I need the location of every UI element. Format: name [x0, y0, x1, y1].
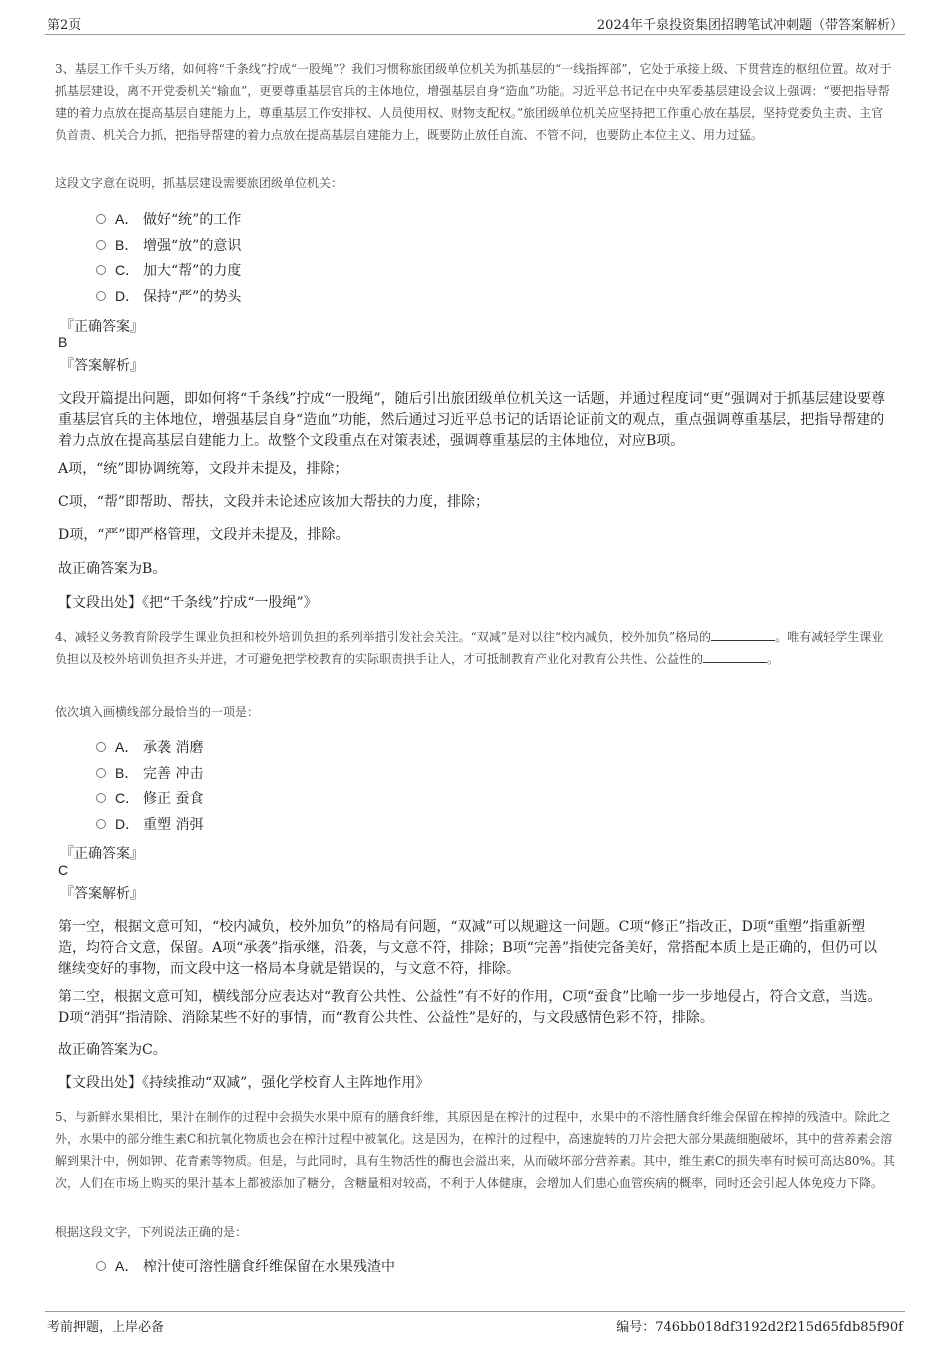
radio-icon[interactable]: [96, 819, 106, 829]
radio-icon[interactable]: [96, 742, 106, 752]
option-letter: A．: [115, 739, 139, 755]
q3-analysis-c: C项，“帮”即帮助、帮扶，文段并未论述应该加大帮扶的力度，排除；: [58, 494, 490, 510]
radio-icon[interactable]: [96, 1261, 106, 1271]
q4-analysis-second-blank: 第二空，根据文意可知，横线部分应表达对“教育公共性、公益性”有不好的作用，C项“蚕食”比喻一步一步地侵占，符合文意，当选。D项“消弭”指清除、消除某些不好的事情，而“教育公共性、公益性”是好的，与文段感情色彩不符，排除。: [58, 989, 882, 1026]
q4-stem-part2: 。唯有减轻学生课业负担以及校外培训负担齐头并进，才可避免把学校教育的实际职责拱手让人，才可抵制教育产业化对教育公共性、公益性的: [55, 630, 884, 666]
q4-stem: [55, 626, 895, 670]
option-text: 修正 蚕食: [143, 791, 204, 807]
radio-icon[interactable]: [96, 240, 106, 250]
option-letter: D．: [115, 816, 140, 832]
option-text: 增强“放”的意识: [143, 238, 242, 254]
page-header: [45, 12, 905, 35]
page-number: 第2页: [47, 18, 82, 33]
footer-slogan: 考前押题，上岸必备: [47, 1320, 165, 1335]
option-letter: C．: [115, 790, 140, 806]
q4-option-c[interactable]: [96, 787, 203, 809]
answer-label: 『正确答案』: [60, 846, 144, 862]
q4-option-b[interactable]: [96, 762, 203, 784]
q3-option-a[interactable]: [96, 208, 241, 230]
document-id: 编号：746bb018df3192d2f215d65fdb85f90f: [616, 1320, 903, 1335]
q4-option-a[interactable]: [96, 736, 203, 758]
q4-answer: C: [58, 862, 69, 878]
option-text: 保持“严”的势头: [143, 289, 242, 305]
q3-option-d[interactable]: [96, 285, 241, 307]
option-letter: A．: [115, 1258, 139, 1274]
radio-icon[interactable]: [96, 793, 106, 803]
answer-label: 『正确答案』: [60, 319, 144, 335]
analysis-label: 『答案解析』: [60, 886, 144, 902]
document-title: 2024年千泉投资集团招聘笔试冲刺题（带答案解析）: [596, 18, 903, 33]
option-text: 加大“帮”的力度: [143, 263, 242, 279]
option-letter: D．: [115, 288, 140, 304]
option-text: 完善 冲击: [143, 766, 204, 782]
q3-analysis-d: D项，“严”即严格管理，文段并未提及，排除。: [58, 527, 350, 543]
radio-icon[interactable]: [96, 768, 106, 778]
radio-icon[interactable]: [96, 265, 106, 275]
option-text: 榨汁使可溶性膳食纤维保留在水果残渣中: [143, 1259, 395, 1275]
q5-stem: 5、与新鲜水果相比，果汁在制作的过程中会损失水果中原有的膳食纤维，其原因是在榨汁的过程中，水果中的不溶性膳食纤维会保留在榨掉的残渣中。除此之外，水果中的部分维生素C和抗氧化物质也会在榨汁过程中被氧化。这是因为，在榨汁的过程中，高速旋转的刀片会把大部分果蔬细胞破坏，其中的营养素会溶解到果汁中，例如钾、花青素等物质。但是，与此同时，具有生物活性的酶也会溢出来，从而破坏部分营养素。其中，维生素C的损失率有时候可高达80%。其次，人们在市场上购买的果汁基本上都被添加了糖分，含糖量相对较高，不利于人体健康，会增加人们患心血管疾病的概率，同时还会引起人体免疫力下降。: [55, 1110, 895, 1190]
q3-conclusion: 故正确答案为B。: [58, 561, 167, 577]
q4-stem-part3: 。: [767, 652, 780, 666]
q5-question: 根据这段文字，下列说法正确的是：: [55, 1225, 248, 1239]
q3-stem: 3、基层工作千头万绪，如何将“千条线”拧成“一股绳”？我们习惯称旅团级单位机关为抓基层的“一线指挥部”，它处于承接上级、下贯营连的枢纽位置。故对于抓基层建设，离不开党委机关“输血”，更要尊重基层官兵的主体地位，增强基层自身“造血”功能。习近平总书记在中央军委基层建设会议上强调：“要把指导帮建的着力点放在提高基层自建能力上，尊重基层工作安排权、人员使用权、财物支配权。”旅团级单位机关应坚持把工作重心放在基层，坚持党委负主责、主官负首责、机关合力抓，把指导帮建的着力点放在提高基层自建能力上，既要防止放任自流、不管不问，也要防止本位主义、用力过猛。: [55, 62, 892, 142]
option-text: 做好“统”的工作: [143, 212, 242, 228]
q4-stem-part1: 4、减轻义务教育阶段学生课业负担和校外培训负担的系列举措引发社会关注。“双减”是对以往“校内减负，校外加负”格局的: [55, 630, 712, 644]
q3-option-b[interactable]: [96, 234, 241, 256]
option-letter: A．: [115, 211, 139, 227]
q3-answer: B: [58, 334, 68, 350]
option-text: 承袭 消磨: [143, 740, 204, 756]
option-letter: B．: [115, 765, 139, 781]
q4-option-d[interactable]: [96, 813, 203, 835]
q5-option-a[interactable]: [96, 1255, 395, 1277]
radio-icon[interactable]: [96, 291, 106, 301]
q4-conclusion: 故正确答案为C。: [58, 1042, 167, 1058]
q3-question: 这段文字意在说明，抓基层建设需要旅团级单位机关：: [55, 176, 344, 190]
analysis-label: 『答案解析』: [60, 358, 144, 374]
q4-analysis-first-blank: 第一空，根据文意可知，“校内减负，校外加负”的格局有问题，“双减”可以规避这一问题。C项“修正”指改正，D项“重塑”指重新塑造，均符合文意，保留。A项“承袭”指承继，沿袭，与文意不符，排除；B项“完善”指使完备美好，常搭配本质上是正确的，但仍可以继续变好的事物，而文段中这一格局本身就是错误的，与文意不符，排除。: [58, 919, 878, 977]
radio-icon[interactable]: [96, 214, 106, 224]
q4-source: 【文段出处】《持续推动“双减”，强化学校育人主阵地作用》: [58, 1075, 430, 1091]
q4-question: 依次填入画横线部分最恰当的一项是：: [55, 705, 260, 719]
fill-blank-1: [711, 628, 775, 641]
option-letter: B．: [115, 237, 139, 253]
q3-analysis-main: 文段开篇提出问题，即如何将“千条线”拧成“一股绳”，随后引出旅团级单位机关这一话题，并通过程度词“更”强调对于抓基层建设要尊重基层官兵的主体地位，增强基层自身“造血”功能，然后通过习近平总书记的话语论证前文的观点，重点强调尊重基层，把指导帮建的着力点放在提高基层自建能力上。故整个文段重点在对策表述，强调尊重基层的主体地位，对应B项。: [58, 391, 885, 449]
q3-option-c[interactable]: [96, 259, 241, 281]
option-text: 重塑 消弭: [143, 817, 204, 833]
q3-source: 【文段出处】《把“千条线”拧成“一股绳”》: [58, 595, 318, 611]
page-footer: [45, 1311, 905, 1334]
q3-analysis-a: A项，“统”即协调统筹，文段并未提及，排除；: [58, 461, 349, 477]
option-letter: C．: [115, 262, 140, 278]
fill-blank-2: [703, 650, 767, 663]
